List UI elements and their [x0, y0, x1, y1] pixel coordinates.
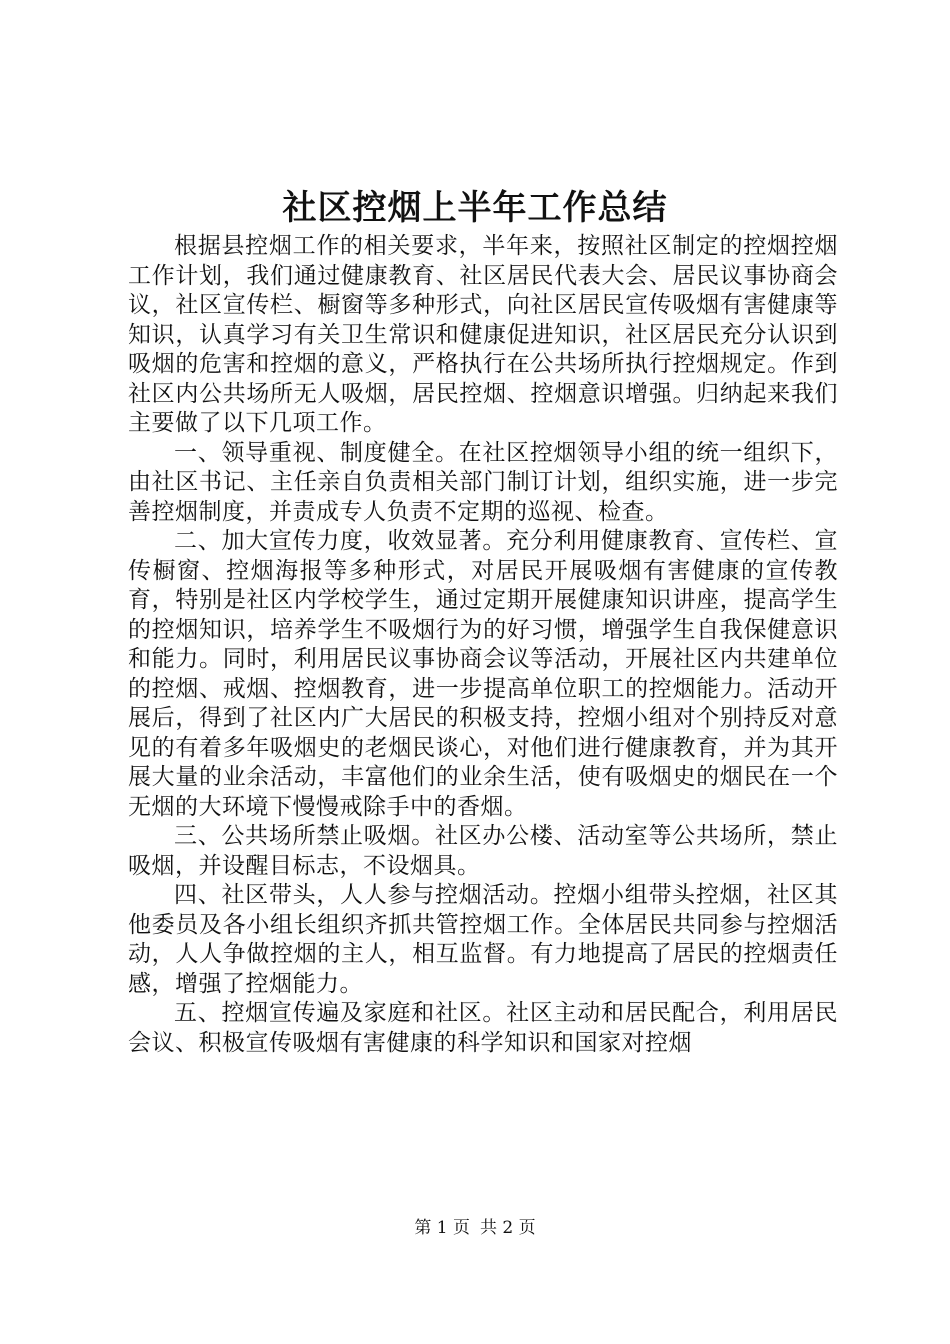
paragraph-section-4: 四、社区带头，人人参与控烟活动。控烟小组带头控烟，社区其他委员及各小组长组织齐抓共管控烟工作。全体居民共同参与控烟活动，人人争做控烟的主人，相互监督。有力地提高了居民的控烟责任感，增强了控烟能力。: [128, 882, 838, 997]
paragraph-section-3: 三、公共场所禁止吸烟。社区办公楼、活动室等公共场所，禁止吸烟，并设醒目标志，不设烟具。: [128, 823, 838, 879]
page-number: 第 1 页: [414, 1218, 470, 1238]
paragraph-section-2: 二、加大宣传力度，收效显著。充分利用健康教育、宣传栏、宣传橱窗、控烟海报等多种形式，对居民开展吸烟有害健康的宣传教育，特别是社区内学校学生，通过定期开展健康知识讲座，提高学生的控烟知识，培养学生不吸烟行为的好习惯，增强学生自我保健意识和能力。同时，利用居民议事协商会议等活动，开展社区内共建单位的控烟、戒烟、控烟教育，进一步提高单位职工的控烟能力。活动开展后，得到了社区内广大居民的积极支持，控烟小组对个别持反对意见的有着多年吸烟史的老烟民谈心，对他们进行健康教育，并为其开展大量的业余活动，丰富他们的业余生活，使有吸烟史的烟民在一个无烟的大环境下慢慢戒除手中的香烟。: [128, 528, 838, 820]
paragraph-intro: 根据县控烟工作的相关要求，半年来，按照社区制定的控烟控烟工作计划，我们通过健康教育、社区居民代表大会、居民议事协商会议，社区宣传栏、橱窗等多种形式，向社区居民宣传吸烟有害健康等知识，认真学习有关卫生常识和健康促进知识，社区居民充分认识到吸烟的危害和控烟的意义，严格执行在公共场所执行控烟规定。作到社区内公共场所无人吸烟，居民控烟、控烟意识增强。归纳起来我们主要做了以下几项工作。: [128, 233, 838, 436]
paragraph-section-5: 五、控烟宣传遍及家庭和社区。社区主动和居民配合，利用居民会议、积极宣传吸烟有害健康的科学知识和国家对控烟: [128, 1000, 838, 1056]
document-body: [128, 232, 838, 1058]
document-title: 社区控烟上半年工作总结: [282, 188, 668, 228]
paragraph-section-1: 一、领导重视、制度健全。在社区控烟领导小组的统一组织下，由社区书记、主任亲自负责相关部门制订计划，组织实施，进一步完善控烟制度，并责成专人负责不定期的巡视、检查。: [128, 439, 838, 525]
page-total: 共 2 页: [480, 1218, 536, 1238]
page-footer: [0, 1216, 950, 1240]
